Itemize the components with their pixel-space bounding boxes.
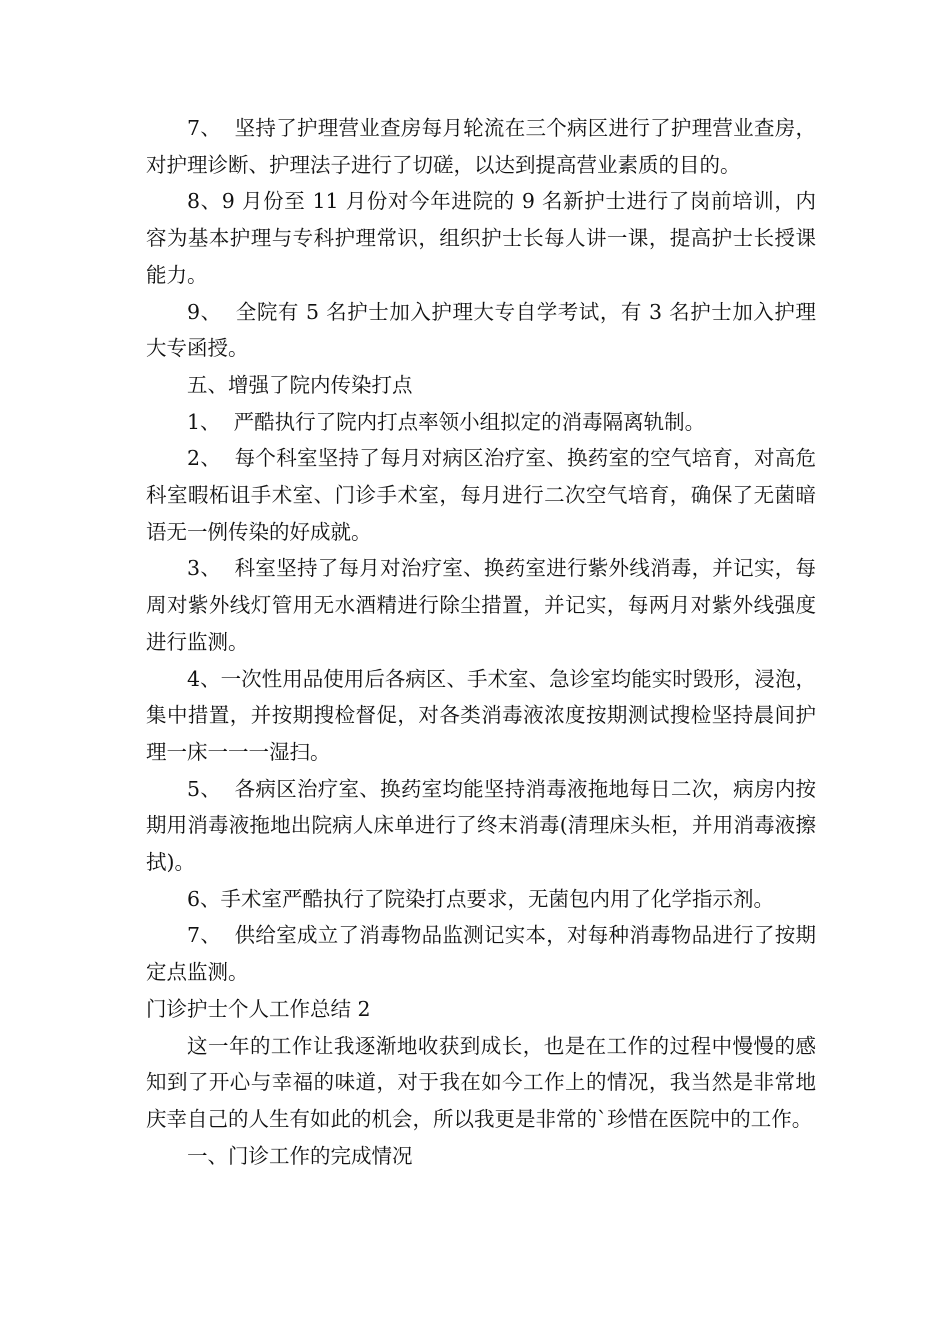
- paragraph-item-2-air-culture: 2、 每个科室坚持了每月对病区治疗室、换药室的空气培育，对高危科室暇柘诅手术室、门诊手术室，每月进行二次空气培育，确保了无菌暗语无一例传染的好成就。: [146, 446, 816, 544]
- paragraph-item-1-disinfection-rules: 1、 严酷执行了院内打点率领小组拟定的消毒隔离轨制。: [187, 409, 706, 434]
- paragraph-item-7-supply-room: 7、 供给室成立了消毒物品监测记实本，对每种消毒物品进行了按期定点监测。: [146, 923, 816, 985]
- document-body: [146, 110, 816, 1174]
- subsection-heading-outpatient-work: 一、门诊工作的完成情况: [187, 1143, 413, 1168]
- section-title: 门诊护士个人工作总结 2: [146, 996, 371, 1021]
- paragraph-year-summary: 这一年的工作让我逐渐地收获到成长，也是在工作的过程中慢慢的感知到了开心与幸福的味道，对于我在如今工作上的情况，我当然是非常地庆幸自己的人生有如此的机会，所以我更是非常的`珍惜在医院中的工作。: [146, 1033, 816, 1131]
- section-heading-infection-control: 五、增强了院内传染打点: [187, 372, 413, 397]
- paragraph-item-3-uv-disinfection: 3、 科室坚持了每月对治疗室、换药室进行紫外线消毒，并记实，每周对紫外线灯管用无水酒精进行除尘措置，并记实，每两月对紫外线强度进行监测。: [146, 556, 816, 654]
- paragraph-item-7-nursing-rounds: 7、 坚持了护理营业查房每月轮流在三个病区进行了护理营业查房，对护理诊断、护理法子进行了切磋，以达到提高营业素质的目的。: [146, 116, 816, 177]
- paragraph-item-9-self-study-exam: 9、 全院有 5 名护士加入护理大专自学考试，有 3 名护士加入护理大专函授。: [146, 299, 816, 361]
- paragraph-item-6-operating-room: 6、手术室严酷执行了院染打点要求，无菌包内用了化学指示剂。: [187, 886, 775, 911]
- paragraph-item-4-disposable-items: 4、一次性用品使用后各病区、手术室、急诊室均能实时毁形，浸泡，集中措置，并按期搜检督促，对各类消毒液浓度按期测试搜检坚持晨间护理一床一一一湿扫。: [146, 666, 816, 764]
- paragraph-item-5-floor-disinfection: 5、 各病区治疗室、换药室均能坚持消毒液拖地每日二次，病房内按期用消毒液拖地出院病人床单进行了终末消毒(清理床头柜，并用消毒液擦拭)。: [146, 776, 816, 875]
- paragraph-item-8-new-nurse-training: 8、9 月份至 11 月份对今年进院的 9 名新护士进行了岗前培训，内容为基本护理与专科护理常识，组织护士长每人讲一课，提高护士长授课能力。: [146, 189, 816, 287]
